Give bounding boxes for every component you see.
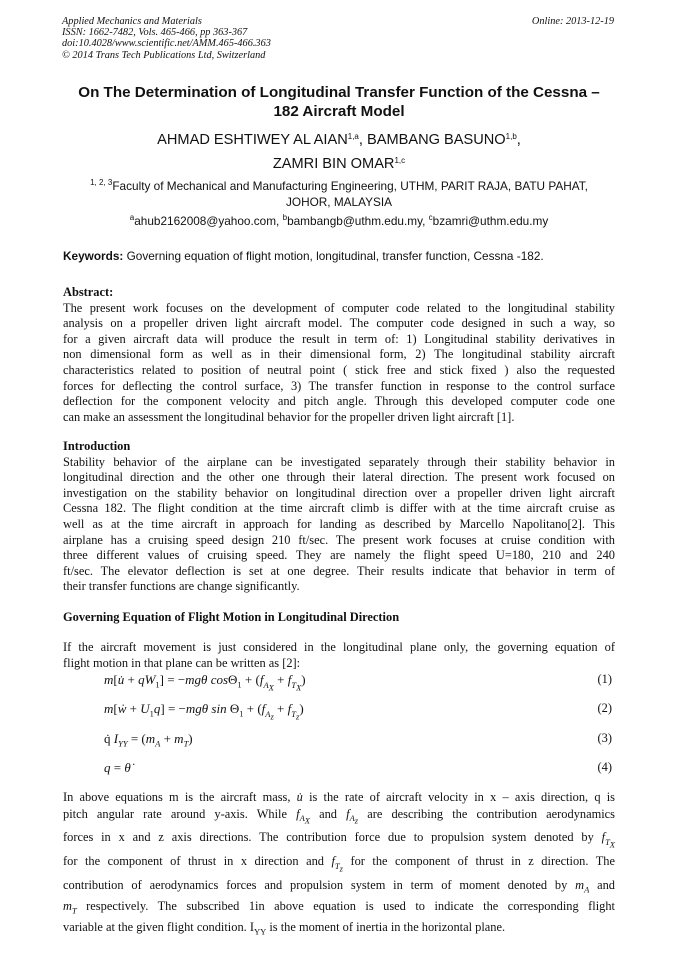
explanation: [63, 789, 615, 940]
explanation-text: pitch angular rate around y-axis. While: [63, 806, 297, 821]
equation-1-number: (1): [597, 672, 612, 686]
online-date: Online: 2013-12-19: [531, 16, 614, 27]
email-c: bzamri@uthm.edu.my: [432, 214, 549, 228]
title-line-2: 182 Aircraft Model: [273, 103, 405, 120]
title-line-1: On The Determination of Longitudinal Transfer Function of the Cessna –: [78, 84, 600, 101]
explanation-text: respectively. The subscribed 1in above equation is used to indicate the corresponding flight: [76, 898, 615, 913]
equation-2: [104, 701, 612, 722]
abstract: [63, 285, 615, 425]
abstract-line: analysis on a propeller driven light aircraft model. The computer code designed in such a way, so: [63, 316, 615, 331]
intro-line: airplane has a cruising speed design 210 ft/sec. The present work focuses at cruise condition with: [63, 532, 615, 547]
journal-header: [62, 16, 271, 61]
explanation-line: In above equations m is the aircraft mass, u̇ is the rate of aircraft velocity in x – axis direction, q is: [63, 790, 616, 804]
equation-2-expr: m[ẇ + $U_1q] = -mg\theta$ $\sin \Theta_1 + (f_{A_z} + f_{T_z})$: [104, 701, 304, 722]
equation-1-expr: m[u̇ + $qW_1] = -mg\theta$ $\cos\Theta_1 + (f_{A_X} + f_{T_X})$: [104, 672, 306, 693]
explanation-line: contribution of aerodynamics forces and propulsion system in term of moment denoted by $m_A$ and: [63, 877, 615, 895]
equation-3-number: (3): [597, 731, 612, 745]
authors-line-1: AHMAD ESHTIWEY AL AIAN$^{1,a}$, BAMBANG BASUNO$^{1,b}$,: [157, 132, 521, 148]
introduction: [63, 439, 615, 595]
abstract-line: The present work focuses on the development of computer code related to the longitudinal stability: [63, 300, 615, 315]
keywords: [63, 249, 615, 263]
issn: ISSN: 1662-7482, Vols. 465-466, pp 363-367: [62, 27, 248, 39]
intro-line: ft/sec. The elevator deflection is set at one degree. Their results indicate that behavior in term of: [63, 563, 615, 578]
explanation-text: is the rate of aircraft velocity in x – axis direction, q is: [302, 790, 616, 804]
equation-3: [104, 731, 612, 749]
explanation-text: is the moment of inertia in the horizontal plane.: [266, 919, 506, 934]
email-a-sup: a: [129, 213, 135, 222]
explanation-text: for the component of thrust in z direction. The: [342, 854, 615, 869]
explanation-text: and: [309, 806, 347, 821]
affiliation-line-2: JOHOR, MALAYSIA: [286, 195, 392, 209]
email-a: ahub2162008@yahoo.com,: [134, 214, 283, 228]
affiliation-sup: 1, 2, 3: [90, 178, 113, 187]
explanation-text: are describing the contribution aerodynamics: [358, 806, 615, 821]
explanation-text: contribution of aerodynamics forces and propulsion system in term of moment denoted by: [63, 877, 576, 892]
introduction-heading: Introduction: [63, 439, 131, 453]
explanation-line: $m_T$ respectively. The subscribed 1in above equation is used to indicate the corresponding flight: [63, 898, 615, 916]
governing-heading-block: [63, 610, 615, 626]
explanation-text: and: [589, 877, 615, 892]
abstract-line: can make an assessment the longitudinal behavior for the propeller driven light aircraft [1].: [63, 409, 515, 424]
journal-name: Applied Mechanics and Materials: [62, 16, 202, 27]
explanation-sub: YY: [253, 926, 267, 937]
equation-4-number: (4): [597, 760, 612, 774]
explanation-line: forces in x and z axis directions. The contribution force due to propulsion system denoted by $f_{T_X}$: [63, 830, 615, 850]
explanation-line: [63, 919, 615, 940]
abstract-line: characteristics related to position of neutral point ( stick free and stick fixed ) also the requested: [63, 362, 615, 377]
author-1-sup: 1,a: [347, 132, 359, 141]
explanation-line: for the component of thrust in x direction and $f_{T_z}$ for the component of thrust in z direction. The: [63, 854, 615, 874]
authors-line-2: [60, 152, 618, 176]
abstract-line: deflection for the component velocity and pitch angle. Through this developed computer code one: [63, 394, 615, 409]
author-3: ZAMRI BIN OMAR: [272, 156, 395, 172]
author-3-sup: 1,c: [394, 156, 406, 165]
affiliation-text: Faculty of Mechanical and Manufacturing Engineering, UTHM, PARIT RAJA, BATU PAHAT,: [112, 179, 588, 193]
email-b-sup: b: [282, 213, 288, 222]
intro-line: three different values of cruising speed. They are namely the flight speed U=180, 210 and 240: [63, 548, 615, 563]
affiliation: [64, 178, 614, 210]
doi: doi:10.4028/www.scientific.net/AMM.465-466.363: [62, 38, 271, 50]
equation-4-expr: q = θ̇: [104, 760, 131, 775]
explanation-text: forces in x and z axis directions. The contribution force due to propulsion system denoted by: [63, 830, 602, 845]
explanation-text: In above equations m is the aircraft mass,: [63, 790, 297, 804]
governing-intro: [63, 640, 615, 671]
equation-1: [104, 672, 612, 693]
keywords-text: Governing equation of flight motion, longitudinal, transfer function, Cessna -182.: [123, 249, 544, 263]
equation-2-number: (2): [597, 701, 612, 715]
intro-line: Stability behavior of the airplane can be investigated separately through their stability behavior in: [63, 454, 615, 469]
explanation-line: pitch angular rate around y-axis. While $f_{A_X}$ and $f_{A_z}$ are describing the contribution aerodynamics: [63, 806, 615, 826]
intro-line: well as at the time aircraft in approach for landing as described by Marcello Napolitano[2]. This: [63, 516, 615, 531]
abstract-line: forces for deflecting the control surface, 3) The transfer function in response to the control surface: [63, 378, 615, 393]
intro-line: their transfer functions are change significantly.: [63, 579, 300, 594]
explanation-text: for the component of thrust in x direction and: [63, 854, 332, 869]
abstract-line: for a given aircraft data will produce the result in term of: 1) Longitudinal stability derivatives in: [63, 331, 615, 346]
authors: [60, 128, 618, 176]
abstract-heading: Abstract:: [63, 285, 114, 299]
keywords-label: Keywords:: [63, 249, 124, 263]
governing-heading: Governing Equation of Flight Motion in Longitudinal Direction: [63, 610, 400, 624]
explanation-text: variable at the given flight condition. I: [63, 919, 254, 934]
governing-line: flight motion in that plane can be written as [2]:: [63, 655, 301, 670]
equation-4: [104, 760, 612, 778]
email-b: bambangb@uthm.edu.my,: [287, 214, 429, 228]
intro-line: longitudinal direction and the other one through their lateral direction. The present work focused on: [63, 470, 615, 485]
emails: [64, 214, 614, 228]
governing-line: If the aircraft movement is just considered in the longitudinal plane only, the governing equation of: [63, 640, 615, 654]
copyright: © 2014 Trans Tech Publications Ltd, Switzerland: [62, 49, 266, 61]
author-1: AHMAD ESHTIWEY AL AIAN: [157, 132, 348, 148]
paper-title: [60, 83, 618, 121]
author-2-sup: 1,b: [505, 132, 517, 141]
intro-line: investigation on the stability behavior on longitudinal direction over a propeller driven light aircraft: [63, 485, 615, 500]
equation-3-expr: q̇ $I_{YY} = (m_A + m_T)$: [104, 731, 193, 749]
abstract-line: non dimensional form as well as in their dimensional form, 2) The longitudinal stability aircraft: [63, 347, 615, 362]
affiliation-line-1: [64, 178, 614, 194]
author-2: BAMBANG BASUNO: [366, 132, 506, 148]
intro-line: Cessna 182. The flight condition at the time aircraft climb is differ with at the time aircraft cruise as: [63, 501, 615, 516]
email-c-sup: c: [428, 213, 433, 222]
